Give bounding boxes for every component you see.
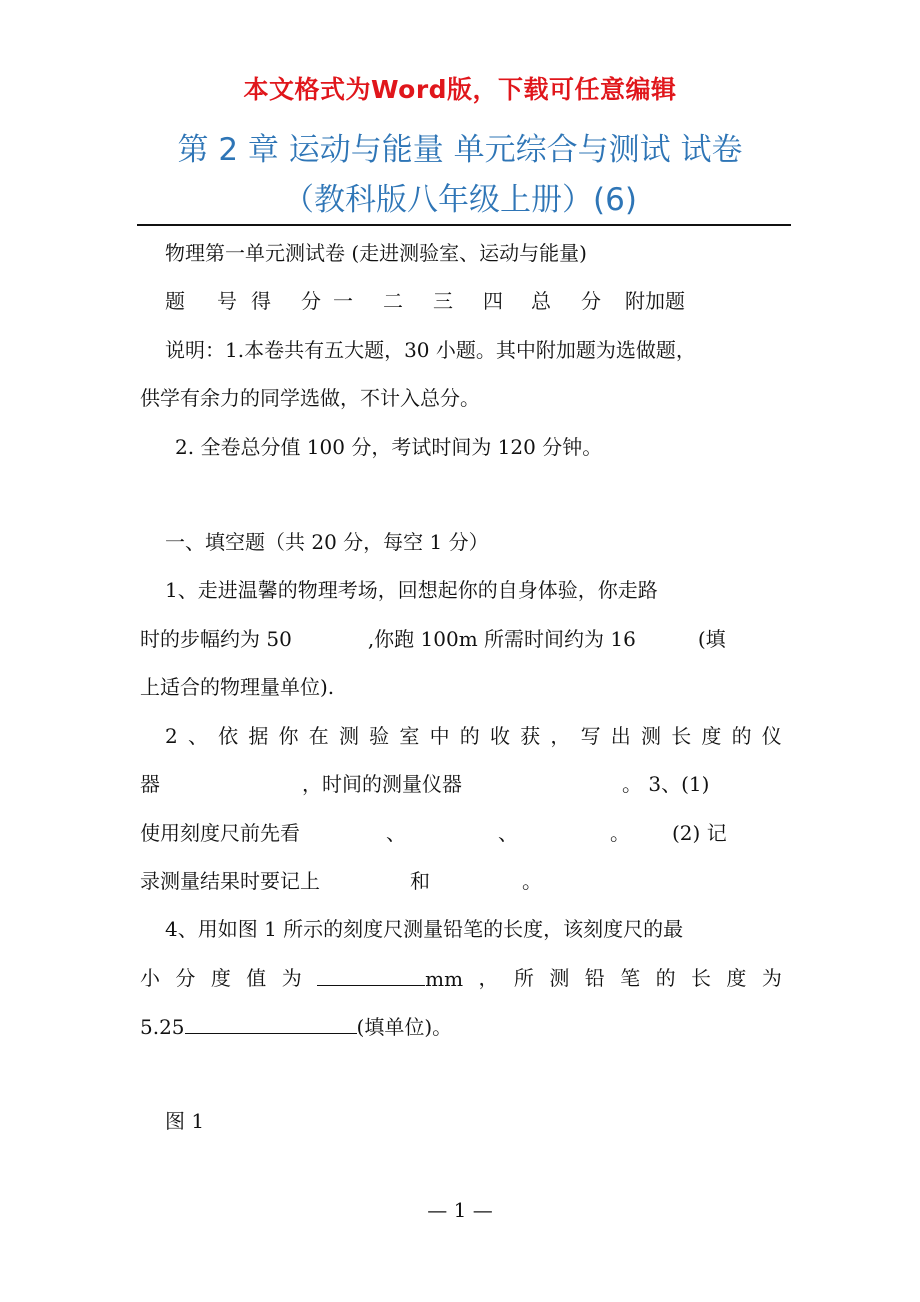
instruction-line-3: 2. 全卷总分值 100 分，考试时间为 120 分钟。 xyxy=(175,435,603,459)
title-divider xyxy=(137,224,791,226)
q3-sep-2: 、 xyxy=(498,821,518,845)
figure-1-caption: 图 1 xyxy=(165,1109,205,1133)
score-table-cell: 分 xyxy=(301,289,321,313)
q2-char: 室 xyxy=(399,724,420,748)
score-table-cell: 四 xyxy=(483,289,503,313)
question-3-line-1 xyxy=(140,818,782,848)
q4-char: 长 xyxy=(691,966,711,990)
q2-char: 据 xyxy=(248,724,269,748)
q4-char: 为 xyxy=(281,966,302,990)
page-number: — 1 — xyxy=(427,1198,493,1222)
q4-char: 值 xyxy=(246,966,267,990)
q2-char: 仪 xyxy=(761,724,782,748)
q3-text-e: 。 xyxy=(522,869,542,893)
q4-char: 小 xyxy=(140,966,160,990)
q2-char: 依 xyxy=(218,724,239,748)
exam-header: 物理第一单元测试卷 (走进测验室、运动与能量) xyxy=(165,241,587,265)
q2-char: 写 xyxy=(580,724,601,748)
q4-char: 为 xyxy=(761,966,782,990)
instruction-line-1: 说明：1.本卷共有五大题，30 小题。其中附加题为选做题， xyxy=(165,338,696,362)
answer-blank-underline[interactable] xyxy=(317,963,425,986)
q3-text-d: 和 xyxy=(410,869,430,893)
answer-blank-underline[interactable] xyxy=(185,1011,357,1034)
q4-text-b: (填单位)。 xyxy=(356,1015,453,1039)
q4-char: ， xyxy=(478,966,499,990)
q2-text-b: ，时间的测量仪器 xyxy=(302,772,462,796)
question-1-line-1: 1、走进温馨的物理考场，回想起你的自身体验，你走路 xyxy=(165,578,658,602)
instruction-line-2: 供学有余力的同学选做，不计入总分。 xyxy=(140,386,480,410)
section-heading-fill-blank: 一、填空题（共 20 分，每空 1 分） xyxy=(165,530,489,554)
q2-char: 2 xyxy=(165,724,178,748)
score-table-row xyxy=(165,286,782,316)
question-4-line-1: 4、用如图 1 所示的刻度尺测量铅笔的长度，该刻度尺的最 xyxy=(165,917,684,941)
q4-char: 笔 xyxy=(620,966,641,990)
question-3-line-2 xyxy=(140,866,782,896)
q3-text-b: (2) 记 xyxy=(672,821,727,845)
question-2-line-2 xyxy=(140,769,782,799)
q4-char: 铅 xyxy=(584,966,605,990)
q4-char: 度 xyxy=(210,966,231,990)
q2-char: 在 xyxy=(308,724,329,748)
score-table-cell: 分 xyxy=(581,289,601,313)
score-table-cell: 二 xyxy=(383,289,403,313)
q1-text-b: ,你跑 100m 所需时间约为 16 xyxy=(367,627,636,651)
score-table-cell: 总 xyxy=(531,289,551,313)
score-table-cell: 附加题 xyxy=(625,289,685,313)
score-table-cell: 一 xyxy=(333,289,353,313)
q2-char: 收 xyxy=(489,724,510,748)
q3-text-a: 使用刻度尺前先看 xyxy=(140,821,300,845)
q4-char: 所 xyxy=(513,966,534,990)
score-table-cell: 得 xyxy=(251,289,271,313)
q2-char: 度 xyxy=(701,724,722,748)
q4-unit: mm xyxy=(425,967,464,991)
question-1-line-3: 上适合的物理量单位). xyxy=(140,675,335,699)
question-4-line-3 xyxy=(140,1011,782,1042)
q4-blank-unit xyxy=(317,963,463,994)
q2-char: 测 xyxy=(640,724,661,748)
q2-char: 长 xyxy=(671,724,692,748)
q2-char: 你 xyxy=(278,724,299,748)
score-table-cell: 号 xyxy=(217,289,237,313)
q4-char: 的 xyxy=(655,966,676,990)
q4-char: 度 xyxy=(726,966,747,990)
q2-text-a: 器 xyxy=(140,772,160,796)
q2-char: 的 xyxy=(731,724,752,748)
download-banner: 本文格式为Word版，下载可任意编辑 xyxy=(243,75,677,104)
q3-sep-1: 、 xyxy=(386,821,406,845)
q2-char: 出 xyxy=(610,724,631,748)
question-1-line-2 xyxy=(140,624,782,654)
q2-char: 获 xyxy=(520,724,541,748)
q2-char: 的 xyxy=(459,724,480,748)
q4-text-a: 5.25 xyxy=(140,1015,185,1039)
q2-text-c: 。 3、(1) xyxy=(622,772,710,796)
q1-text-a: 时的步幅约为 50 xyxy=(140,627,292,651)
q4-char: 测 xyxy=(549,966,570,990)
q2-char: 测 xyxy=(338,724,359,748)
q3-text-c: 录测量结果时要记上 xyxy=(140,869,320,893)
score-table-cell: 题 xyxy=(165,289,185,313)
doc-title-line-1: 第 2 章 运动与能量 单元综合与测试 试卷 xyxy=(177,132,743,168)
q4-char: 分 xyxy=(175,966,196,990)
q1-text-c: (填 xyxy=(697,627,726,651)
question-2-line-1 xyxy=(165,721,782,751)
doc-title-line-2: （教科版八年级上册）(6) xyxy=(283,182,637,218)
q2-char: 、 xyxy=(187,724,208,748)
q2-char: ， xyxy=(550,724,571,748)
score-table-cell: 三 xyxy=(433,289,453,313)
question-4-line-2 xyxy=(140,963,782,994)
q2-char: 验 xyxy=(369,724,390,748)
q3-sep-3: 。 xyxy=(610,821,630,845)
q2-char: 中 xyxy=(429,724,450,748)
